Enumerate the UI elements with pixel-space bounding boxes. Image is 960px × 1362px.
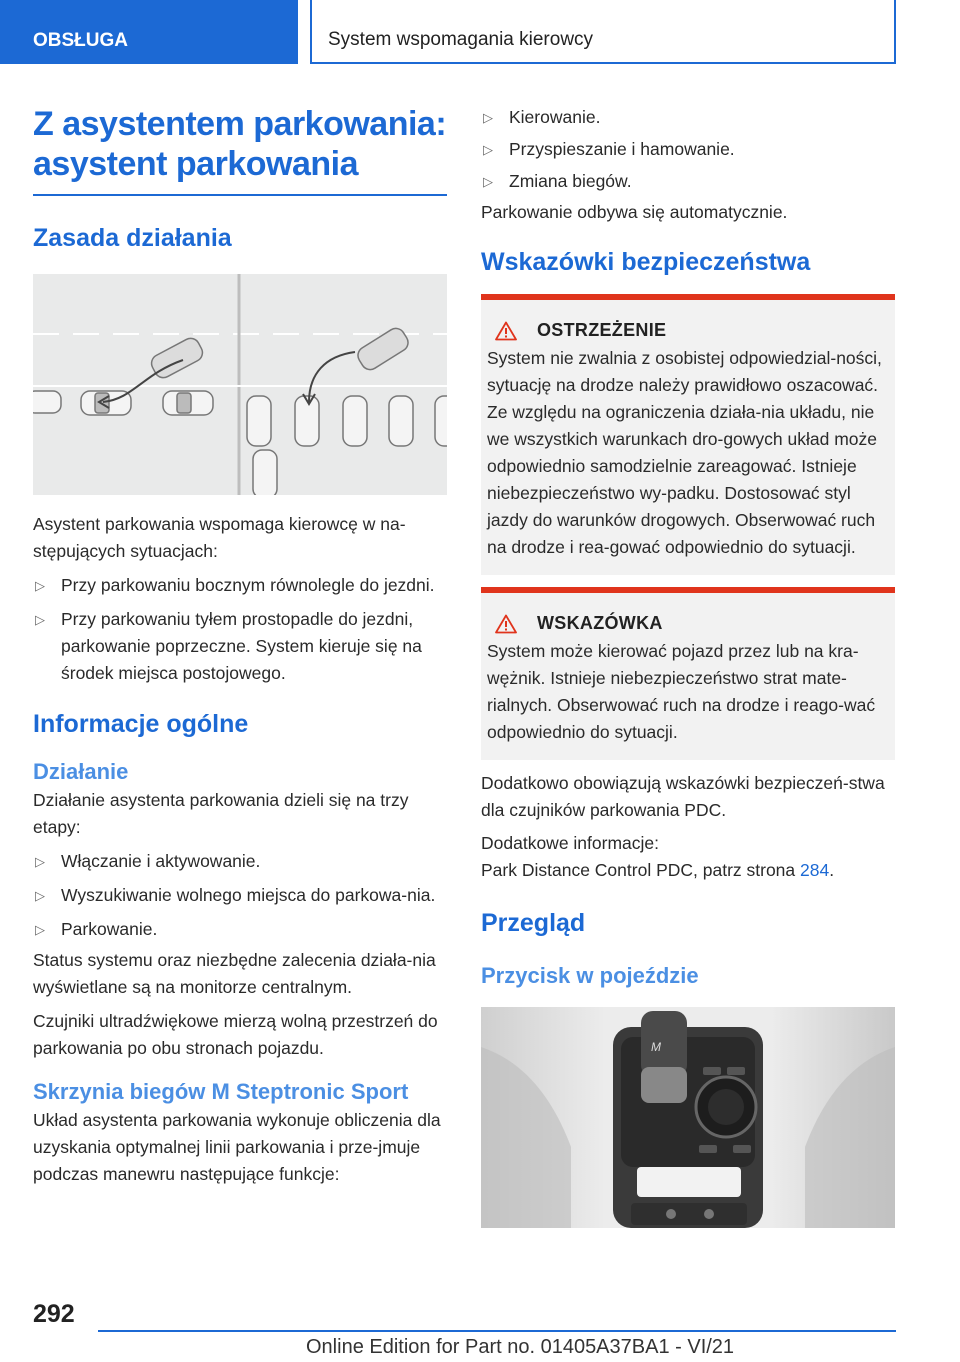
skrzynia-text: Układ asystenta parkowania wykonuje obliczenia dla uzyskania optymalnej linii parkowania i prze-jmuje podczas manewru następujące funkcje: xyxy=(33,1110,441,1184)
center-console-image xyxy=(481,1007,895,1228)
hint-title: WSKAZÓWKA xyxy=(537,613,663,633)
warning-triangle-icon xyxy=(495,614,517,634)
hint-box xyxy=(481,587,895,760)
heading-przeglad: Przegląd xyxy=(481,909,586,937)
warning-header xyxy=(487,320,887,341)
chapter-title-bar xyxy=(310,0,896,64)
list-item: ▷ Kierowanie. xyxy=(481,104,895,131)
heading-przycisk: Przycisk w pojeździe xyxy=(481,963,699,988)
list-item: ▷ Przy parkowaniu bocznym równolegle do jezdni. xyxy=(33,572,447,599)
console-photo xyxy=(481,1007,895,1228)
status-text: Status systemu oraz niezbędne zalecenia działa-nia wyświetlane są na monitorze centralnym. xyxy=(33,950,436,997)
warning-title: OSTRZEŻENIE xyxy=(537,320,667,340)
list-item: ▷ Zmiana biegów. xyxy=(481,168,895,195)
heading-skrzynia: Skrzynia biegów M Steptronic Sport xyxy=(33,1079,409,1104)
chapter-title: System wspomagania kierowcy xyxy=(328,29,594,50)
section-tab xyxy=(0,0,298,64)
bullet-icon: ▷ xyxy=(483,110,493,125)
bullet-icon: ▷ xyxy=(35,612,45,627)
dodatkowe-info-label: Dodatkowe informacje: xyxy=(481,833,659,853)
pdc-reference: Park Distance Control PDC, patrz strona 284. xyxy=(481,860,835,880)
hint-header xyxy=(487,613,887,634)
parking-diagram xyxy=(33,274,447,495)
intro-text: Asystent parkowania wspomaga kierowcę w na-stępujących sytuacjach: xyxy=(33,514,406,561)
title-rule xyxy=(33,194,447,196)
list-item: ▷ Włączanie i aktywowanie. xyxy=(33,848,447,875)
heading-dzialanie: Działanie xyxy=(33,759,129,784)
list-item: ▷ Wyszukiwanie wolnego miejsca do parkowa-nia. xyxy=(33,882,447,909)
heading-zasada: Zasada działania xyxy=(33,224,232,252)
list-item: ▷ Przy parkowaniu tyłem prostopadle do jezdni, parkowanie poprzeczne. System kieruje się na środek miejsca postojowego. xyxy=(33,606,447,687)
list-item: ▷ Parkowanie. xyxy=(33,916,447,943)
footer-rule xyxy=(98,1330,896,1332)
edition-note: Online Edition for Part no. 01405A37BA1 - VI/21 xyxy=(306,1336,735,1358)
hint-text: System może kierować pojazd przez lub na kra-wężnik. Istnieje niebezpieczeństwo strat mate-rialnych. Obserwować ruch na drodze i reago-wać odpowiednio do sytuacji. xyxy=(487,641,876,742)
page-title: Z asystentem parkowania: asystent parkowania xyxy=(33,105,447,183)
heading-bezpieczenstwo: Wskazówki bezpieczeństwa xyxy=(481,248,811,276)
bullet-icon: ▷ xyxy=(35,888,45,903)
auto-text: Parkowanie odbywa się automatycznie. xyxy=(481,202,788,222)
czujniki-text: Czujniki ultradźwiękowe mierzą wolną przestrzeń do parkowania po obu stronach pojazdu. xyxy=(33,1011,438,1058)
dodatkowo-text: Dodatkowo obowiązują wskazówki bezpieczeń-stwa dla czujników parkowania PDC. xyxy=(481,773,885,820)
bullet-icon: ▷ xyxy=(35,922,45,937)
bullet-icon: ▷ xyxy=(35,578,45,593)
heading-info: Informacje ogólne xyxy=(33,710,249,738)
page-number: 292 xyxy=(33,1300,75,1328)
bullet-icon: ▷ xyxy=(483,174,493,189)
section-label: OBSŁUGA xyxy=(33,30,128,51)
svg-text:M: M xyxy=(651,1040,661,1054)
bullet-icon: ▷ xyxy=(483,142,493,157)
bullet-icon: ▷ xyxy=(35,854,45,869)
list-item: ▷ Przyspieszanie i hamowanie. xyxy=(481,136,895,163)
right-column xyxy=(481,104,895,1228)
warning-text: System nie zwalnia z osobistej odpowiedzial-ności, sytuację na drodze należy prawidłowo oszacować. Ze względu na ograniczenia działa-nia układu, nie we wszystkich warunkach dro-gowych układ może odpowiednio samodzielnie zareagować. Istnieje niebezpieczeństwo wy-padku. Dostosować styl jazdy do warunków drogowych. Obserwować ruch na drodze i rea-gować odpowiednio do sytuacji. xyxy=(487,348,882,557)
page-link[interactable]: 284 xyxy=(800,860,830,880)
dzialanie-text: Działanie asystenta parkowania dzieli się na trzy etapy: xyxy=(33,790,409,837)
warning-box xyxy=(481,294,895,575)
left-column xyxy=(33,104,447,1188)
warning-triangle-icon xyxy=(495,321,517,341)
parking-illustration xyxy=(33,274,447,495)
